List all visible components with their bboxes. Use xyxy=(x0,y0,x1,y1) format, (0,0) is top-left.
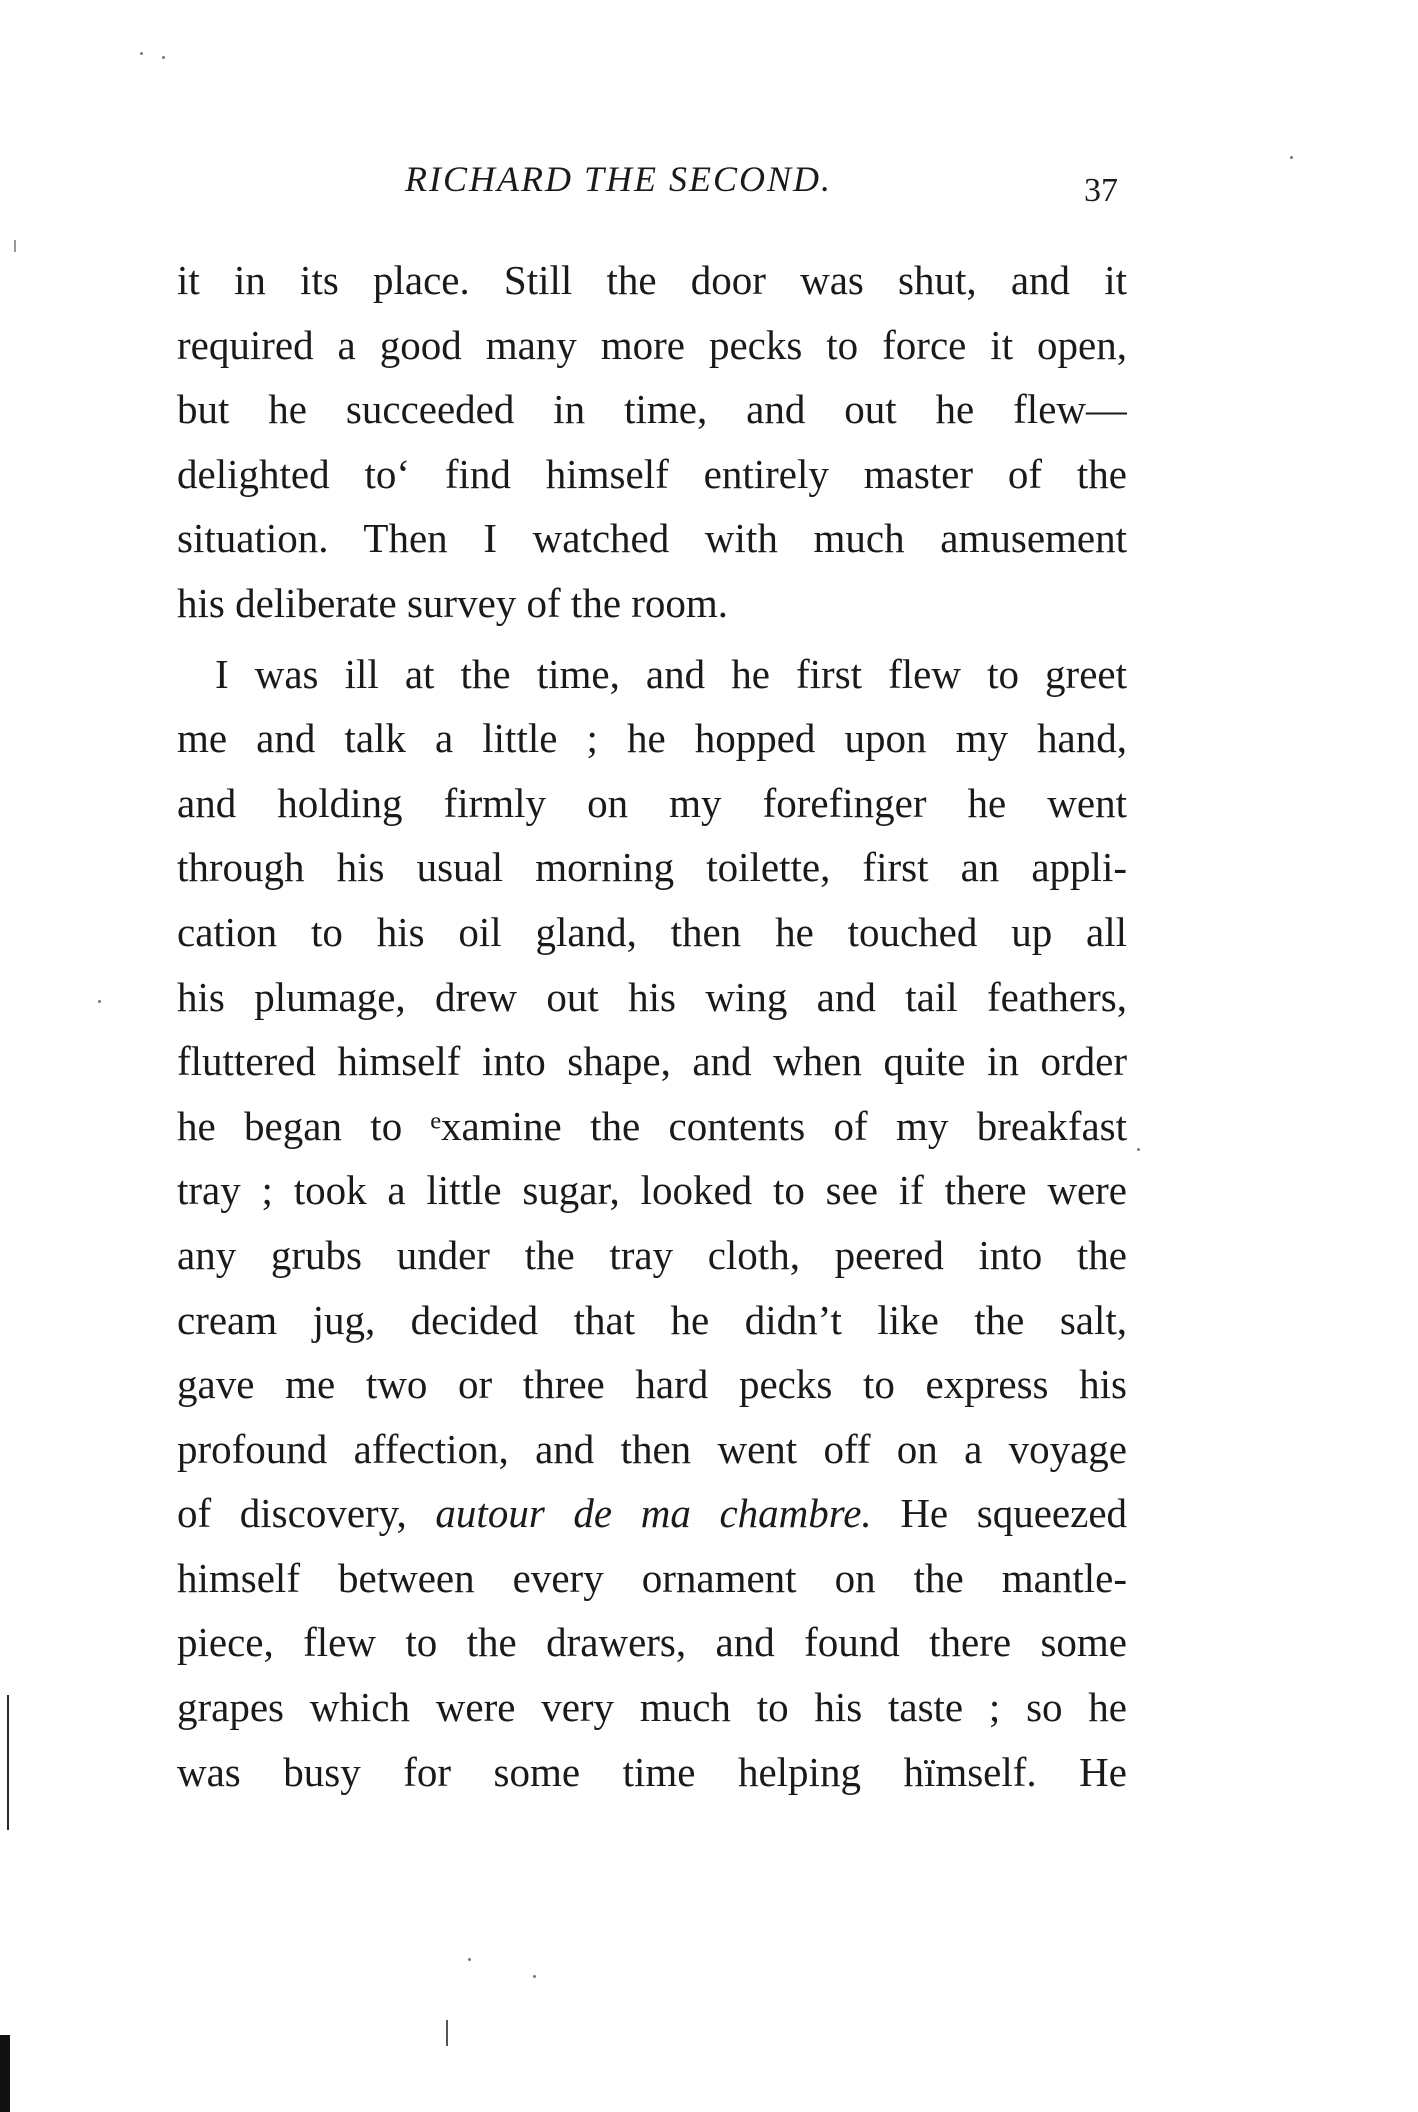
scan-speck xyxy=(1137,1148,1140,1151)
running-head: RICHARD THE SECOND. xyxy=(405,159,832,199)
text-line: and holding firmly on my forefinger he went xyxy=(177,779,1127,826)
scan-speck xyxy=(1290,156,1293,159)
text-line-with-italic xyxy=(177,1481,1127,1546)
text-line: I was ill at the time, and he first flew to greet xyxy=(215,650,1127,697)
scan-speck xyxy=(98,1000,101,1003)
text-line: his deliberate survey of the room. xyxy=(177,579,729,626)
scan-speck xyxy=(14,240,16,252)
paragraph xyxy=(177,642,1127,1805)
text-line: any grubs under the tray cloth, peered into the xyxy=(177,1231,1127,1278)
text-line: was busy for some time helping hïmself. He xyxy=(177,1748,1127,1795)
text-run: He squeezed xyxy=(871,1490,1127,1537)
text-line: tray ; took a little sugar, looked to see if there were xyxy=(177,1167,1127,1214)
scan-edge-mark xyxy=(0,2035,10,2112)
scan-speck xyxy=(533,1975,536,1978)
text-line: gave me two or three hard pecks to express his xyxy=(177,1361,1127,1408)
text-line: his plumage, drew out his wing and tail feathers, xyxy=(177,973,1127,1020)
text-line: fluttered himself into shape, and when quite in order xyxy=(177,1038,1127,1085)
scan-speck xyxy=(162,56,165,59)
text-line: situation. Then I watched with much amusement xyxy=(177,515,1127,562)
text-line: required a good many more pecks to force it open, xyxy=(177,321,1127,368)
text-line: it in its place. Still the door was shut, and it xyxy=(177,257,1127,303)
text-line: piece, flew to the drawers, and found there some xyxy=(177,1619,1127,1666)
italic-phrase: autour de ma chambre. xyxy=(435,1490,872,1537)
scan-speck xyxy=(468,1958,471,1961)
scan-speck xyxy=(446,2020,448,2046)
page-number: 37 xyxy=(1084,172,1118,209)
paragraph xyxy=(177,248,1127,636)
text-line: profound affection, and then went off on a voyage xyxy=(177,1425,1127,1472)
text-line: delighted to‘ find himself entirely master of the xyxy=(177,450,1127,497)
text-line: me and talk a little ; he hopped upon my hand, xyxy=(177,715,1127,762)
text-line: cation to his oil gland, then he touched up all xyxy=(177,908,1127,955)
text-line: he began to ᵉxamine the contents of my breakfast xyxy=(177,1102,1127,1149)
text-line: grapes which were very much to his taste ; so he xyxy=(177,1684,1127,1731)
scan-edge-mark xyxy=(7,1695,9,1830)
body-text xyxy=(177,248,1127,1804)
text-line: himself between every ornament on the mantle- xyxy=(177,1554,1127,1601)
text-line: through his usual morning toilette, first an appli- xyxy=(177,844,1127,891)
text-line: but he succeeded in time, and out he flew— xyxy=(177,386,1127,433)
scan-speck xyxy=(140,52,143,55)
text-line: cream jug, decided that he didn’t like the salt, xyxy=(177,1296,1127,1343)
text-run: of discovery, xyxy=(177,1490,436,1537)
